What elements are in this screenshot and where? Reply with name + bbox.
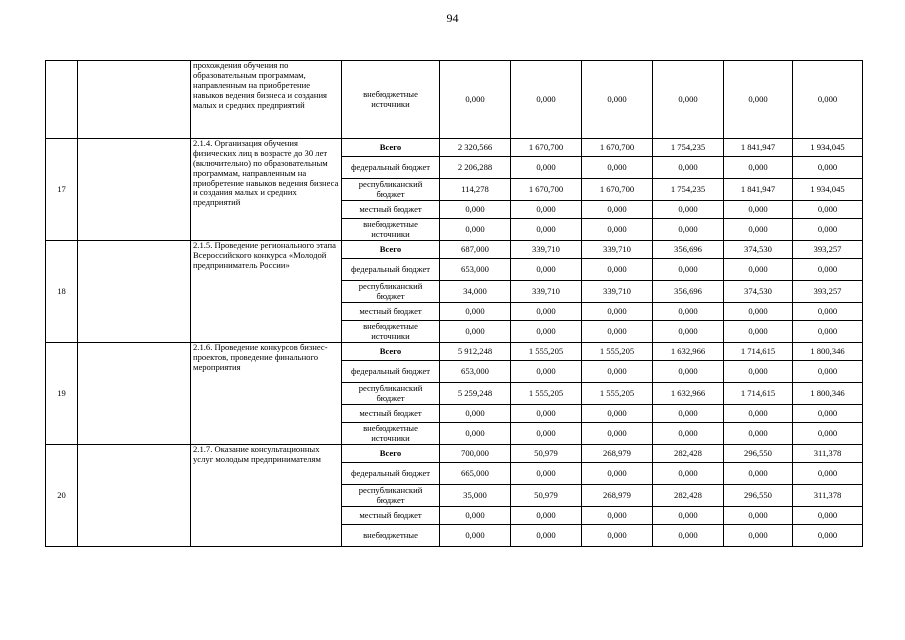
value-cell: 0,000 xyxy=(793,219,863,241)
value-cell: 0,000 xyxy=(440,405,511,423)
funding-source: местный бюджет xyxy=(342,303,440,321)
value-cell: 0,000 xyxy=(793,61,863,139)
value-cell: 0,000 xyxy=(582,321,653,343)
value-cell: 0,000 xyxy=(582,507,653,525)
value-cell: 0,000 xyxy=(511,259,582,281)
value-cell: 1 934,045 xyxy=(793,179,863,201)
funding-source: местный бюджет xyxy=(342,201,440,219)
total-value-cell: 1 754,235 xyxy=(653,139,724,157)
executor-cell xyxy=(78,139,191,241)
value-cell: 356,696 xyxy=(653,281,724,303)
value-cell: 268,979 xyxy=(582,485,653,507)
value-cell: 0,000 xyxy=(440,507,511,525)
value-cell: 0,000 xyxy=(653,525,724,547)
value-cell: 0,000 xyxy=(582,525,653,547)
total-value-cell: 296,550 xyxy=(724,445,793,463)
total-value-cell: 1 670,700 xyxy=(582,139,653,157)
funding-source: местный бюджет xyxy=(342,405,440,423)
value-cell: 0,000 xyxy=(511,361,582,383)
value-cell: 0,000 xyxy=(793,303,863,321)
value-cell: 653,000 xyxy=(440,259,511,281)
total-value-cell: 1 934,045 xyxy=(793,139,863,157)
value-cell: 0,000 xyxy=(793,507,863,525)
value-cell: 1 841,947 xyxy=(724,179,793,201)
funding-source-total: Всего xyxy=(342,139,440,157)
value-cell: 374,530 xyxy=(724,281,793,303)
value-cell: 0,000 xyxy=(511,201,582,219)
total-value-cell: 393,257 xyxy=(793,241,863,259)
value-cell: 0,000 xyxy=(440,61,511,139)
value-cell: 339,710 xyxy=(582,281,653,303)
value-cell: 0,000 xyxy=(582,219,653,241)
value-cell: 50,979 xyxy=(511,485,582,507)
total-value-cell: 1 670,700 xyxy=(511,139,582,157)
value-cell: 0,000 xyxy=(653,405,724,423)
value-cell: 0,000 xyxy=(440,219,511,241)
funding-source: республиканский бюджет xyxy=(342,281,440,303)
row-number: 19 xyxy=(46,343,78,445)
value-cell: 0,000 xyxy=(793,405,863,423)
value-cell: 1 714,615 xyxy=(724,383,793,405)
table-row xyxy=(46,241,863,259)
value-cell: 1 670,700 xyxy=(511,179,582,201)
page-number: 94 xyxy=(446,11,459,25)
value-cell: 0,000 xyxy=(511,219,582,241)
budget-table xyxy=(45,60,863,547)
value-cell: 339,710 xyxy=(511,281,582,303)
value-cell: 1 632,966 xyxy=(653,383,724,405)
value-cell: 0,000 xyxy=(653,423,724,445)
value-cell: 0,000 xyxy=(582,157,653,179)
total-value-cell: 1 841,947 xyxy=(724,139,793,157)
value-cell: 0,000 xyxy=(653,219,724,241)
value-cell: 0,000 xyxy=(653,361,724,383)
total-value-cell: 1 555,205 xyxy=(511,343,582,361)
executor-cell xyxy=(78,61,191,139)
value-cell: 0,000 xyxy=(724,201,793,219)
funding-source: внебюджетные источники xyxy=(342,423,440,445)
table-row xyxy=(46,139,863,157)
value-cell: 0,000 xyxy=(440,303,511,321)
value-cell: 0,000 xyxy=(582,361,653,383)
value-cell: 393,257 xyxy=(793,281,863,303)
value-cell: 0,000 xyxy=(511,507,582,525)
funding-source: федеральный бюджет xyxy=(342,463,440,485)
value-cell: 2 206,288 xyxy=(440,157,511,179)
value-cell: 0,000 xyxy=(511,525,582,547)
executor-cell xyxy=(78,445,191,547)
value-cell: 0,000 xyxy=(793,361,863,383)
total-value-cell: 268,979 xyxy=(582,445,653,463)
funding-source: федеральный бюджет xyxy=(342,259,440,281)
total-value-cell: 339,710 xyxy=(511,241,582,259)
value-cell: 0,000 xyxy=(582,463,653,485)
funding-source: местный бюджет xyxy=(342,507,440,525)
funding-source: внебюджетные источники xyxy=(342,219,440,241)
value-cell: 0,000 xyxy=(793,423,863,445)
value-cell: 0,000 xyxy=(793,463,863,485)
value-cell: 0,000 xyxy=(582,423,653,445)
value-cell: 0,000 xyxy=(724,507,793,525)
value-cell: 0,000 xyxy=(511,423,582,445)
event-description: 2.1.5. Проведение регионального этапа Всероссийского конкурса «Молодой предприниматель России» xyxy=(191,241,342,343)
funding-source: внебюджетные источники xyxy=(342,321,440,343)
funding-source: республиканский бюджет xyxy=(342,485,440,507)
event-description: 2.1.4. Организация обучения физических лиц в возрасте до 30 лет (включительно) по образовательным программам, направленным на приобретение навыков ведения бизнеса и создания малых и средних предприятий xyxy=(191,139,342,241)
total-value-cell: 5 912,248 xyxy=(440,343,511,361)
total-value-cell: 2 320,566 xyxy=(440,139,511,157)
value-cell: 0,000 xyxy=(724,259,793,281)
value-cell: 0,000 xyxy=(653,259,724,281)
value-cell: 0,000 xyxy=(793,259,863,281)
value-cell: 0,000 xyxy=(653,201,724,219)
value-cell: 0,000 xyxy=(724,303,793,321)
value-cell: 665,000 xyxy=(440,463,511,485)
value-cell: 0,000 xyxy=(582,405,653,423)
funding-source: республиканский бюджет xyxy=(342,179,440,201)
row-number: 17 xyxy=(46,139,78,241)
value-cell: 0,000 xyxy=(582,61,653,139)
value-cell: 0,000 xyxy=(653,61,724,139)
value-cell: 0,000 xyxy=(440,321,511,343)
table-row xyxy=(46,61,863,139)
value-cell: 296,550 xyxy=(724,485,793,507)
value-cell: 0,000 xyxy=(724,219,793,241)
row-number: 20 xyxy=(46,445,78,547)
funding-source-total: Всего xyxy=(342,343,440,361)
funding-source: федеральный бюджет xyxy=(342,157,440,179)
value-cell: 0,000 xyxy=(724,61,793,139)
value-cell: 0,000 xyxy=(724,525,793,547)
value-cell: 0,000 xyxy=(724,405,793,423)
value-cell: 282,428 xyxy=(653,485,724,507)
value-cell: 0,000 xyxy=(724,157,793,179)
value-cell: 0,000 xyxy=(793,525,863,547)
executor-cell xyxy=(78,241,191,343)
value-cell: 0,000 xyxy=(511,463,582,485)
value-cell: 0,000 xyxy=(582,259,653,281)
value-cell: 0,000 xyxy=(440,525,511,547)
value-cell: 0,000 xyxy=(793,321,863,343)
value-cell: 0,000 xyxy=(653,303,724,321)
row-number-cell xyxy=(46,61,78,139)
funding-source-total: Всего xyxy=(342,241,440,259)
value-cell: 1 555,205 xyxy=(511,383,582,405)
event-description: 2.1.7. Оказание консультационных услуг молодым предпринимателям xyxy=(191,445,342,547)
funding-source: внебюджетные источники xyxy=(342,61,440,139)
value-cell: 0,000 xyxy=(724,423,793,445)
value-cell: 0,000 xyxy=(724,321,793,343)
value-cell: 1 670,700 xyxy=(582,179,653,201)
value-cell: 5 259,248 xyxy=(440,383,511,405)
total-value-cell: 1 555,205 xyxy=(582,343,653,361)
funding-source-total: Всего xyxy=(342,445,440,463)
funding-source: федеральный бюджет xyxy=(342,361,440,383)
total-value-cell: 1 714,615 xyxy=(724,343,793,361)
total-value-cell: 356,696 xyxy=(653,241,724,259)
value-cell: 34,000 xyxy=(440,281,511,303)
row-number: 18 xyxy=(46,241,78,343)
value-cell: 0,000 xyxy=(582,201,653,219)
value-cell: 1 800,346 xyxy=(793,383,863,405)
value-cell: 653,000 xyxy=(440,361,511,383)
total-value-cell: 282,428 xyxy=(653,445,724,463)
value-cell: 311,378 xyxy=(793,485,863,507)
value-cell: 0,000 xyxy=(793,157,863,179)
total-value-cell: 374,530 xyxy=(724,241,793,259)
total-value-cell: 700,000 xyxy=(440,445,511,463)
table-row xyxy=(46,343,863,361)
value-cell: 0,000 xyxy=(511,321,582,343)
value-cell: 0,000 xyxy=(793,201,863,219)
event-description: прохождения обучения по образовательным программам, направленным на приобретение навыков ведения бизнеса и создания малых и средних предприятий xyxy=(191,61,342,139)
event-description: 2.1.6. Проведение конкурсов бизнес-проектов, проведение финального мероприятия xyxy=(191,343,342,445)
value-cell: 0,000 xyxy=(511,157,582,179)
value-cell: 114,278 xyxy=(440,179,511,201)
total-value-cell: 50,979 xyxy=(511,445,582,463)
value-cell: 0,000 xyxy=(653,157,724,179)
value-cell: 0,000 xyxy=(440,201,511,219)
value-cell: 0,000 xyxy=(511,61,582,139)
value-cell: 0,000 xyxy=(653,507,724,525)
total-value-cell: 311,378 xyxy=(793,445,863,463)
value-cell: 0,000 xyxy=(724,463,793,485)
total-value-cell: 339,710 xyxy=(582,241,653,259)
value-cell: 0,000 xyxy=(653,321,724,343)
value-cell: 0,000 xyxy=(511,405,582,423)
total-value-cell: 687,000 xyxy=(440,241,511,259)
funding-source: республиканский бюджет xyxy=(342,383,440,405)
funding-source: внебюджетные xyxy=(342,525,440,547)
executor-cell xyxy=(78,343,191,445)
value-cell: 0,000 xyxy=(653,463,724,485)
total-value-cell: 1 800,346 xyxy=(793,343,863,361)
value-cell: 0,000 xyxy=(440,423,511,445)
value-cell: 0,000 xyxy=(582,303,653,321)
value-cell: 1 754,235 xyxy=(653,179,724,201)
table-row xyxy=(46,445,863,463)
value-cell: 0,000 xyxy=(724,361,793,383)
value-cell: 0,000 xyxy=(511,303,582,321)
value-cell: 35,000 xyxy=(440,485,511,507)
value-cell: 1 555,205 xyxy=(582,383,653,405)
total-value-cell: 1 632,966 xyxy=(653,343,724,361)
